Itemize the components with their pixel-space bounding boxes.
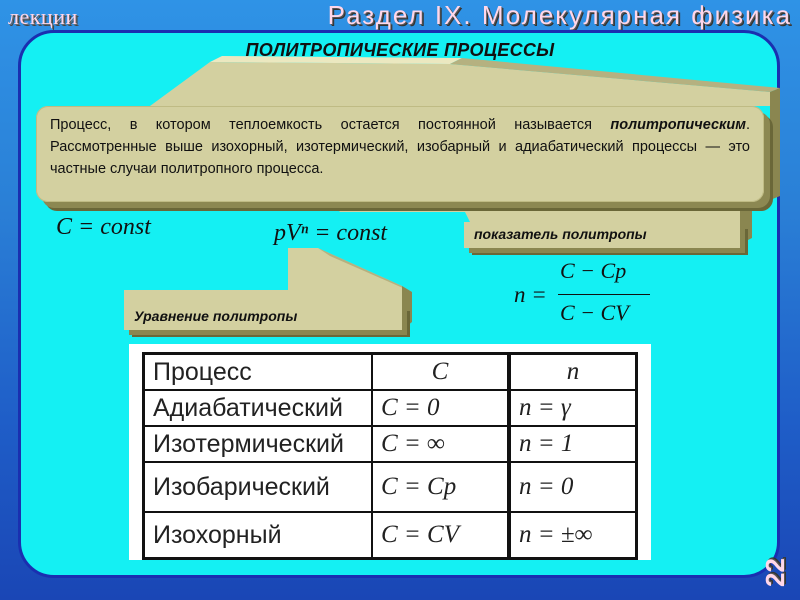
process-name: Изобарический	[144, 462, 373, 512]
fraction-bar	[558, 294, 650, 295]
header-n: n	[509, 354, 637, 391]
table-row	[144, 390, 637, 426]
section-title: Раздел IX. Молекулярная физика	[327, 0, 792, 30]
formula-n-lhs: n =	[514, 282, 547, 307]
process-c: C = 0	[372, 390, 509, 426]
lectures-label: лекции	[8, 4, 78, 29]
definition-term: политропическим	[610, 117, 746, 133]
processes-table-container	[129, 344, 651, 560]
table-row	[144, 426, 637, 462]
process-n: n = ±∞	[509, 512, 637, 559]
process-c: C = Cp	[372, 462, 509, 512]
formula-c-const: C = const	[56, 214, 151, 240]
exponent-label: показатель политропы	[464, 222, 740, 248]
header-process: Процесс	[144, 354, 373, 391]
table-header-row	[144, 354, 637, 391]
processes-table	[142, 352, 638, 560]
formula-polytrope: pVⁿ = const	[274, 220, 388, 246]
process-name: Изотермический	[144, 426, 373, 462]
slide-title: ПОЛИТРОПИЧЕСКИЕ ПРОЦЕССЫ	[245, 40, 555, 60]
process-c: C = CV	[372, 512, 509, 559]
process-c: C = ∞	[372, 426, 509, 462]
formula-n	[514, 256, 654, 336]
page-number: 22	[760, 558, 791, 587]
definition-box	[36, 106, 764, 202]
table-row	[144, 462, 637, 512]
equation-label: Уравнение политропы	[124, 304, 402, 330]
formula-n-numerator: C − Cp	[560, 258, 627, 283]
formula-n-denominator: C − CV	[560, 300, 629, 325]
definition-text-2: . Рассмотренные выше изохорный, изотермический, изобарный и адиабатический процессы — это частные случаи политропного процесса.	[50, 117, 750, 177]
table-row	[144, 512, 637, 559]
definition-text-1: Процесс, в котором теплоемкость остается постоянной называется	[50, 117, 611, 133]
process-n: n = 0	[509, 462, 637, 512]
process-n: n = 1	[509, 426, 637, 462]
header-c: C	[372, 354, 509, 391]
process-n: n = γ	[509, 390, 637, 426]
process-name: Изохорный	[144, 512, 373, 559]
process-name: Адиабатический	[144, 390, 373, 426]
